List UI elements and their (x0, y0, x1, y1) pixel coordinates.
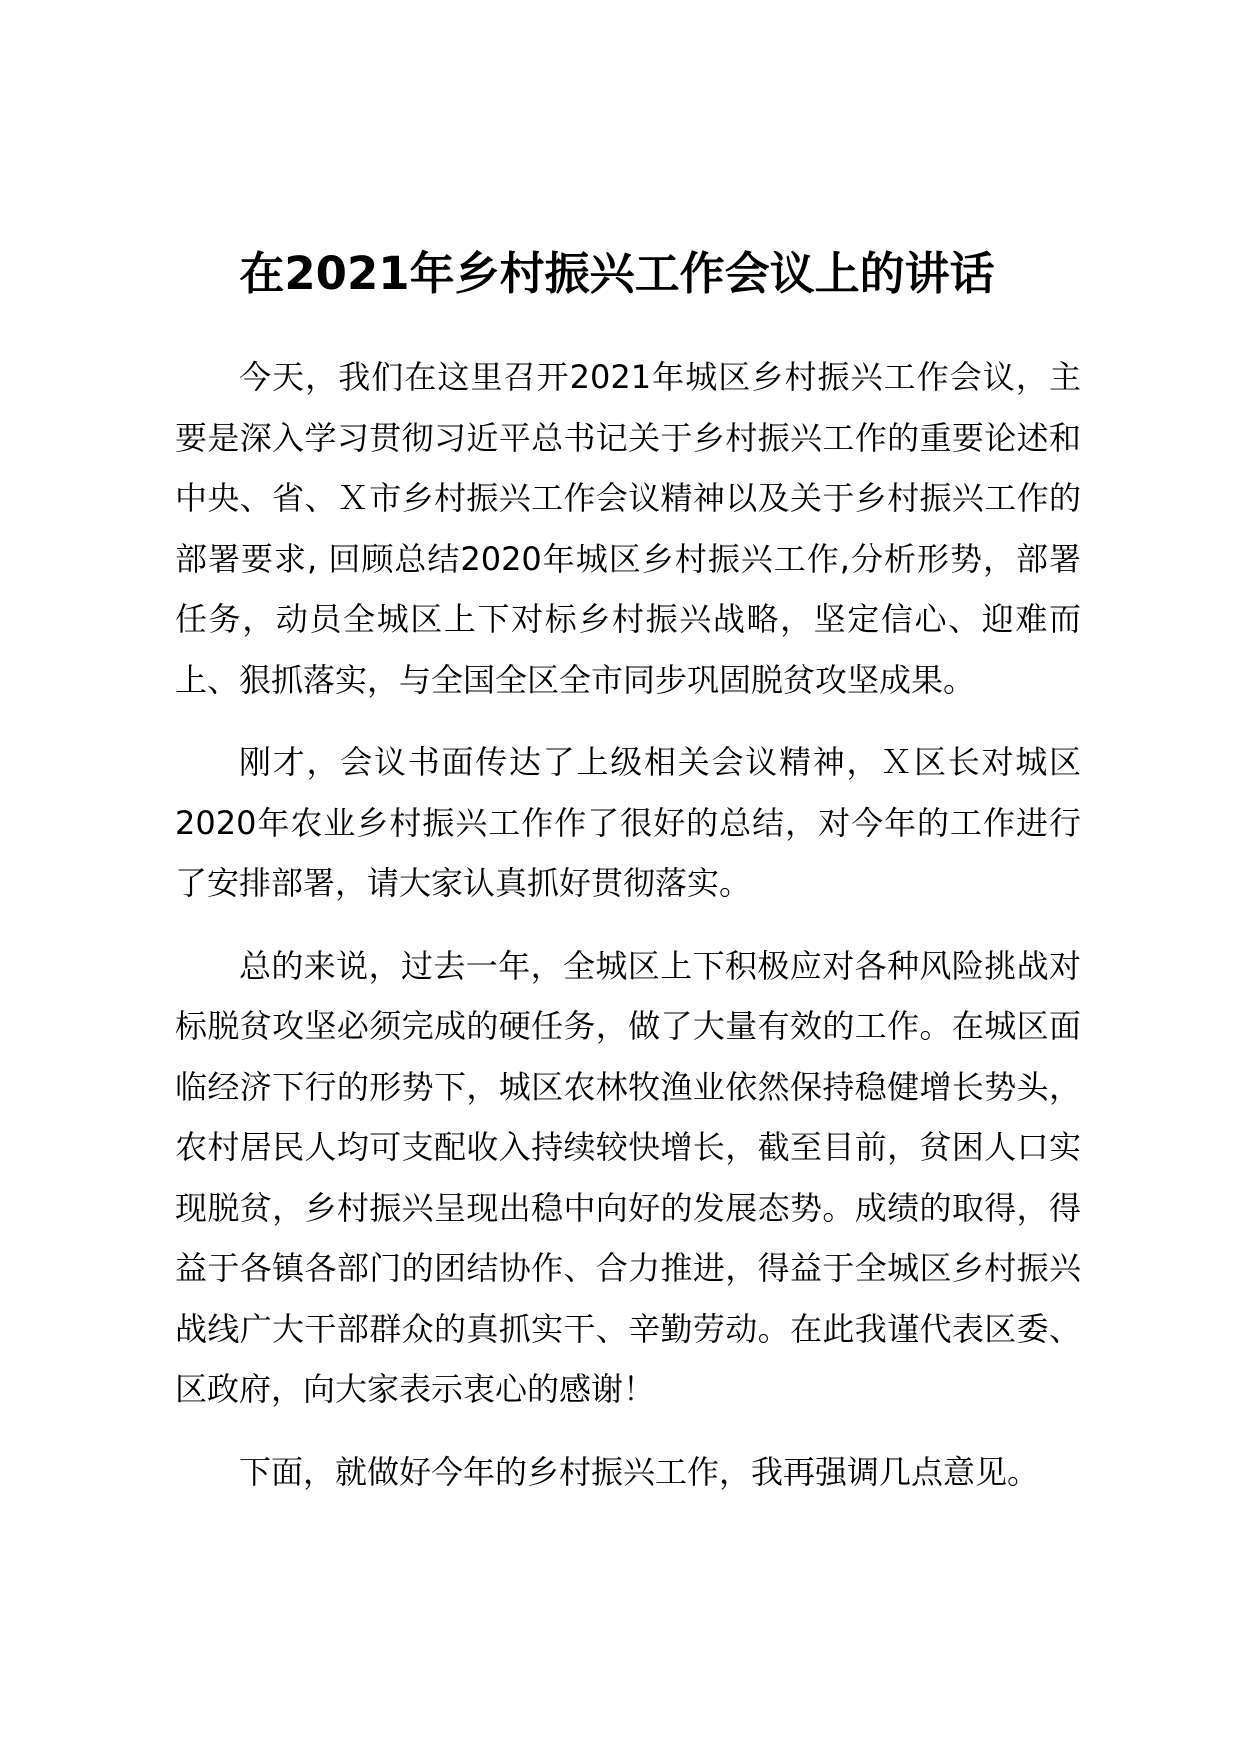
document-body (175, 347, 1081, 1524)
document-title: 在2021年乡村振兴工作会议上的讲话 (239, 247, 995, 300)
paragraph-4: 下面，就做好今年的乡村振兴工作，我再强调几点意见。 (239, 1452, 1040, 1491)
paragraph-2: 刚才，会议书面传达了上级相关会议精神，Ｘ区长对城区2020年农业乡村振兴工作作了很好的总结，对今年的工作进行了安排部署，请大家认真抓好贯彻落实。 (175, 743, 1081, 902)
paragraph-1: 今天，我们在这里召开2021年城区乡村振兴工作会议，主要是深入学习贯彻习近平总书记关于乡村振兴工作的重要论述和中央、省、Ｘ市乡村振兴工作会议精神以及关于乡村振兴工作的部署要求, 回顾总结2020年城区乡村振兴工作,分析形势，部署任务，动员全城区上下对标乡村振兴战略，坚定信心、迎难而上、狠抓落实，与全国全区全市同步巩固脱贫攻坚成果。 (175, 358, 1081, 699)
paragraph-3: 总的来说，过去一年，全城区上下积极应对各种风险挑战对标脱贫攻坚必须完成的硬任务，做了大量有效的工作。在城区面临经济下行的形势下，城区农林牧渔业依然保持稳健增长势头，农村居民人均可支配收入持续较快增长，截至目前，贫困人口实现脱贫，乡村振兴呈现出稳中向好的发展态势。成绩的取得，得益于各镇各部门的团结协作、合力推进，得益于全城区乡村振兴战线广大干部群众的真抓实干、辛勤劳动。在此我谨代表区委、区政府，向大家表示衷心的感谢！ (175, 946, 1081, 1408)
